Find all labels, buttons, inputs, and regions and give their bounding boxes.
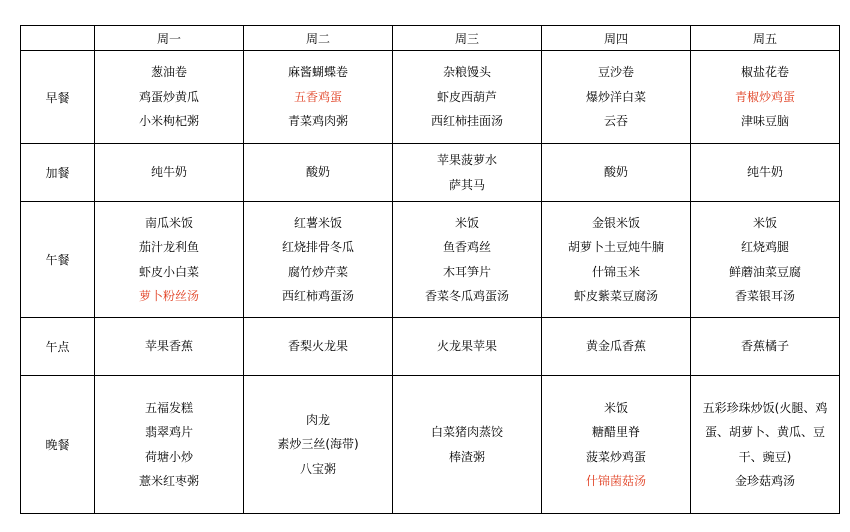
- dish-item: 萝卜粉丝汤: [138, 289, 199, 303]
- menu-cell-breakfast-mon: [95, 51, 244, 144]
- dish-item: 木耳笋片: [442, 264, 491, 279]
- day-header-tue: 周二: [244, 26, 393, 51]
- menu-cell-dinner-mon: [95, 376, 244, 514]
- meal-row-breakfast: [21, 51, 840, 144]
- menu-cell-dinner-thu: [542, 376, 691, 514]
- menu-cell-dinner-wed: [393, 376, 542, 514]
- menu-cell-lunch-mon: [95, 202, 244, 318]
- dish-item: 白菜猪肉蒸饺: [430, 425, 503, 439]
- dish-item: 青菜鸡肉粥: [287, 114, 348, 129]
- menu-cell-lunch-fri: [691, 202, 840, 318]
- dish-item: 香梨火龙果: [287, 339, 348, 354]
- dish-item: 素炒三丝(海带): [277, 437, 359, 452]
- dish-item: 八宝粥: [299, 461, 336, 476]
- menu-cell-breakfast-fri: [691, 51, 840, 144]
- header-row: [21, 26, 840, 51]
- dish-item: 五香鸡蛋: [293, 89, 342, 104]
- dish-item: 米饭: [454, 215, 479, 230]
- dish-item: 胡萝卜土豆炖牛腩: [567, 240, 664, 254]
- meal-label: 早餐: [21, 51, 95, 144]
- dish-item: 火龙果苹果: [436, 339, 497, 354]
- dish-item: 金银米饭: [591, 215, 640, 230]
- dish-item: 香菜银耳汤: [734, 289, 795, 303]
- dish-item: 青椒炒鸡蛋: [734, 89, 795, 104]
- menu-cell-afternoon-snack-mon: [95, 318, 244, 376]
- dish-item: 什锦菌菇汤: [585, 474, 646, 488]
- dish-item: 津味豆脑: [740, 114, 789, 129]
- day-header-wed: 周三: [393, 26, 542, 51]
- dish-item: 米饭: [603, 400, 628, 415]
- menu-cell-breakfast-tue: [244, 51, 393, 144]
- menu-cell-afternoon-snack-thu: [542, 318, 691, 376]
- dish-item: 杂粮馒头: [442, 65, 491, 80]
- dish-item: 菠菜炒鸡蛋: [585, 449, 646, 464]
- dish-item: 虾皮紫菜豆腐汤: [573, 289, 658, 303]
- dish-item: 纯牛奶: [746, 165, 783, 180]
- dish-item: 红薯米饭: [293, 215, 342, 230]
- menu-cell-snack-wed: [393, 144, 542, 202]
- menu-cell-afternoon-snack-wed: [393, 318, 542, 376]
- menu-cell-snack-fri: [691, 144, 840, 202]
- dish-item: 红烧排骨冬瓜: [281, 240, 354, 254]
- menu-cell-afternoon-snack-tue: [244, 318, 393, 376]
- dish-item: 云吞: [603, 114, 628, 129]
- day-header-thu: 周四: [542, 26, 691, 51]
- meal-label: 午点: [21, 318, 95, 376]
- menu-cell-lunch-thu: [542, 202, 691, 318]
- dish-item: 西红柿鸡蛋汤: [281, 289, 354, 303]
- dish-item: 茄汁龙利鱼: [138, 240, 199, 254]
- menu-cell-lunch-wed: [393, 202, 542, 318]
- dish-item: 荷塘小炒: [144, 449, 193, 464]
- meal-row-dinner: [21, 376, 840, 514]
- dish-item: 豆沙卷: [597, 65, 634, 80]
- dish-item: 西红柿挂面汤: [430, 114, 503, 129]
- day-header-mon: 周一: [95, 26, 244, 51]
- dish-item: 香蕉橘子: [740, 339, 789, 354]
- dish-item: 糖醋里脊: [591, 425, 640, 439]
- dish-item: 五福发糕: [144, 400, 193, 415]
- corner-cell: [21, 26, 95, 51]
- menu-cell-breakfast-wed: [393, 51, 542, 144]
- dish-item: 棒渣粥: [448, 449, 485, 464]
- dish-item: 薏米红枣粥: [138, 474, 199, 488]
- dish-item: 酸奶: [603, 165, 628, 180]
- dish-item: 金珍菇鸡汤: [734, 474, 795, 488]
- dish-item: 酸奶: [305, 165, 330, 180]
- meal-row-lunch: [21, 202, 840, 318]
- menu-cell-lunch-tue: [244, 202, 393, 318]
- menu-cell-snack-mon: [95, 144, 244, 202]
- weekly-menu-table: [20, 25, 840, 514]
- dish-item: 苹果菠萝水: [436, 153, 497, 167]
- dish-item: 苹果香蕉: [144, 339, 193, 354]
- dish-item: 麻酱蝴蝶卷: [287, 65, 348, 80]
- dish-item: 腐竹炒芹菜: [287, 264, 348, 279]
- dish-item: 翡翠鸡片: [144, 425, 193, 439]
- meal-row-afternoon-snack: [21, 318, 840, 376]
- dish-item: 米饭: [752, 215, 777, 230]
- dish-item: 葱油卷: [150, 65, 187, 80]
- meal-row-snack: [21, 144, 840, 202]
- dish-item: 什锦玉米: [591, 264, 640, 279]
- menu-cell-dinner-tue: [244, 376, 393, 514]
- dish-item: 红烧鸡腿: [740, 240, 789, 254]
- dish-item: 五彩珍珠炒饭(火腿、鸡蛋、胡萝卜、黄瓜、豆干、豌豆): [702, 400, 828, 464]
- menu-cell-dinner-fri: [691, 376, 840, 514]
- dish-item: 南瓜米饭: [144, 215, 193, 230]
- dish-item: 香菜冬瓜鸡蛋汤: [424, 289, 509, 303]
- menu-cell-afternoon-snack-fri: [691, 318, 840, 376]
- dish-item: 鲜蘑油菜豆腐: [728, 264, 801, 279]
- menu-cell-snack-tue: [244, 144, 393, 202]
- dish-item: 黄金瓜香蕉: [585, 339, 646, 354]
- menu-cell-snack-thu: [542, 144, 691, 202]
- menu-cell-breakfast-thu: [542, 51, 691, 144]
- day-header-fri: 周五: [691, 26, 840, 51]
- dish-item: 肉龙: [305, 412, 330, 427]
- dish-item: 椒盐花卷: [740, 65, 789, 80]
- dish-item: 鸡蛋炒黄瓜: [138, 89, 199, 104]
- dish-item: 虾皮西葫芦: [436, 89, 497, 104]
- dish-item: 小米枸杞粥: [138, 114, 199, 129]
- meal-label: 加餐: [21, 144, 95, 202]
- dish-item: 纯牛奶: [150, 165, 187, 180]
- meal-label: 午餐: [21, 202, 95, 318]
- dish-item: 爆炒洋白菜: [585, 89, 646, 104]
- dish-item: 萨其马: [448, 177, 485, 192]
- meal-label: 晚餐: [21, 376, 95, 514]
- dish-item: 虾皮小白菜: [138, 264, 199, 279]
- dish-item: 鱼香鸡丝: [442, 240, 491, 254]
